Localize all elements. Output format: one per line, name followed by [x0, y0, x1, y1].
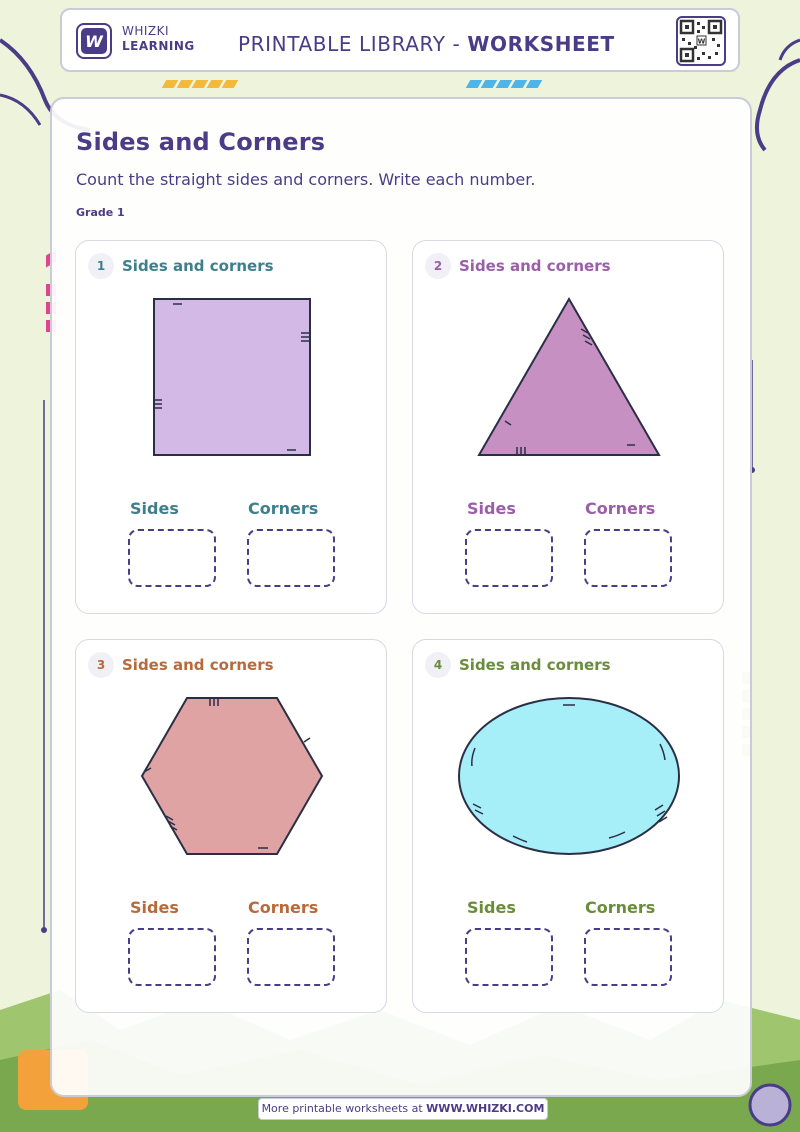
- sides-label: Sides: [130, 499, 179, 518]
- triangle-icon: [413, 241, 725, 491]
- problem-card-3: [75, 639, 387, 1013]
- swirl-left2-decor: [0, 95, 40, 125]
- sides-label: Sides: [467, 898, 516, 917]
- header-bar: [60, 8, 740, 72]
- footer-banner: [258, 1098, 548, 1120]
- corners-label: Corners: [585, 898, 656, 917]
- problem-card-2: [412, 240, 724, 614]
- sides-answer-box[interactable]: [465, 529, 553, 587]
- grade-label: Grade 1: [76, 206, 125, 219]
- swirl-right2-decor: [780, 40, 800, 60]
- qr-pattern: [678, 18, 724, 64]
- sides-label: Sides: [467, 499, 516, 518]
- problem-title: Sides and corners: [122, 257, 274, 275]
- worksheet-instructions: Count the straight sides and corners. Write each number.: [76, 170, 536, 189]
- corners-label: Corners: [248, 898, 319, 917]
- blue-stripes-decor: [468, 80, 540, 90]
- gear-decor: [750, 1085, 790, 1125]
- footer-site-link[interactable]: WWW.WHIZKI.COM: [426, 1102, 545, 1115]
- footer-text: More printable worksheets at: [261, 1102, 427, 1115]
- worksheet-title: Sides and Corners: [76, 128, 326, 156]
- problem-title: Sides and corners: [459, 257, 611, 275]
- problem-card-4: [412, 639, 724, 1013]
- header-title: [238, 32, 615, 56]
- header-title-prefix: PRINTABLE LIBRARY -: [238, 32, 468, 56]
- brand-name: [122, 24, 195, 54]
- problem-number: 4: [425, 652, 451, 678]
- problem-card-1: [75, 240, 387, 614]
- hexagon-icon: [76, 640, 388, 890]
- qr-label: W: [697, 37, 706, 46]
- corners-label: Corners: [585, 499, 656, 518]
- corners-answer-box[interactable]: [584, 928, 672, 986]
- sides-answer-box[interactable]: [465, 928, 553, 986]
- header-title-bold: WORKSHEET: [467, 32, 615, 56]
- corners-answer-box[interactable]: [247, 529, 335, 587]
- left-rail-dot-decor: [41, 927, 47, 933]
- problem-number: 1: [88, 253, 114, 279]
- corners-answer-box[interactable]: [247, 928, 335, 986]
- yellow-stripes-decor: [164, 80, 236, 90]
- problem-number: 2: [425, 253, 451, 279]
- sides-label: Sides: [130, 898, 179, 917]
- sides-answer-box[interactable]: [128, 928, 216, 986]
- problem-number: 3: [88, 652, 114, 678]
- square-icon: [76, 241, 388, 491]
- logo-letter: W: [85, 31, 103, 51]
- qr-code-icon[interactable]: [676, 16, 726, 66]
- brand-line2: LEARNING: [122, 39, 195, 53]
- problem-title: Sides and corners: [459, 656, 611, 674]
- problem-title: Sides and corners: [122, 656, 274, 674]
- logo-icon: [76, 23, 112, 59]
- swirl-right-decor: [757, 60, 800, 150]
- brand-line1: WHIZKI: [122, 24, 170, 38]
- oval-icon: [413, 640, 725, 890]
- sides-answer-box[interactable]: [128, 529, 216, 587]
- corners-label: Corners: [248, 499, 319, 518]
- corners-answer-box[interactable]: [584, 529, 672, 587]
